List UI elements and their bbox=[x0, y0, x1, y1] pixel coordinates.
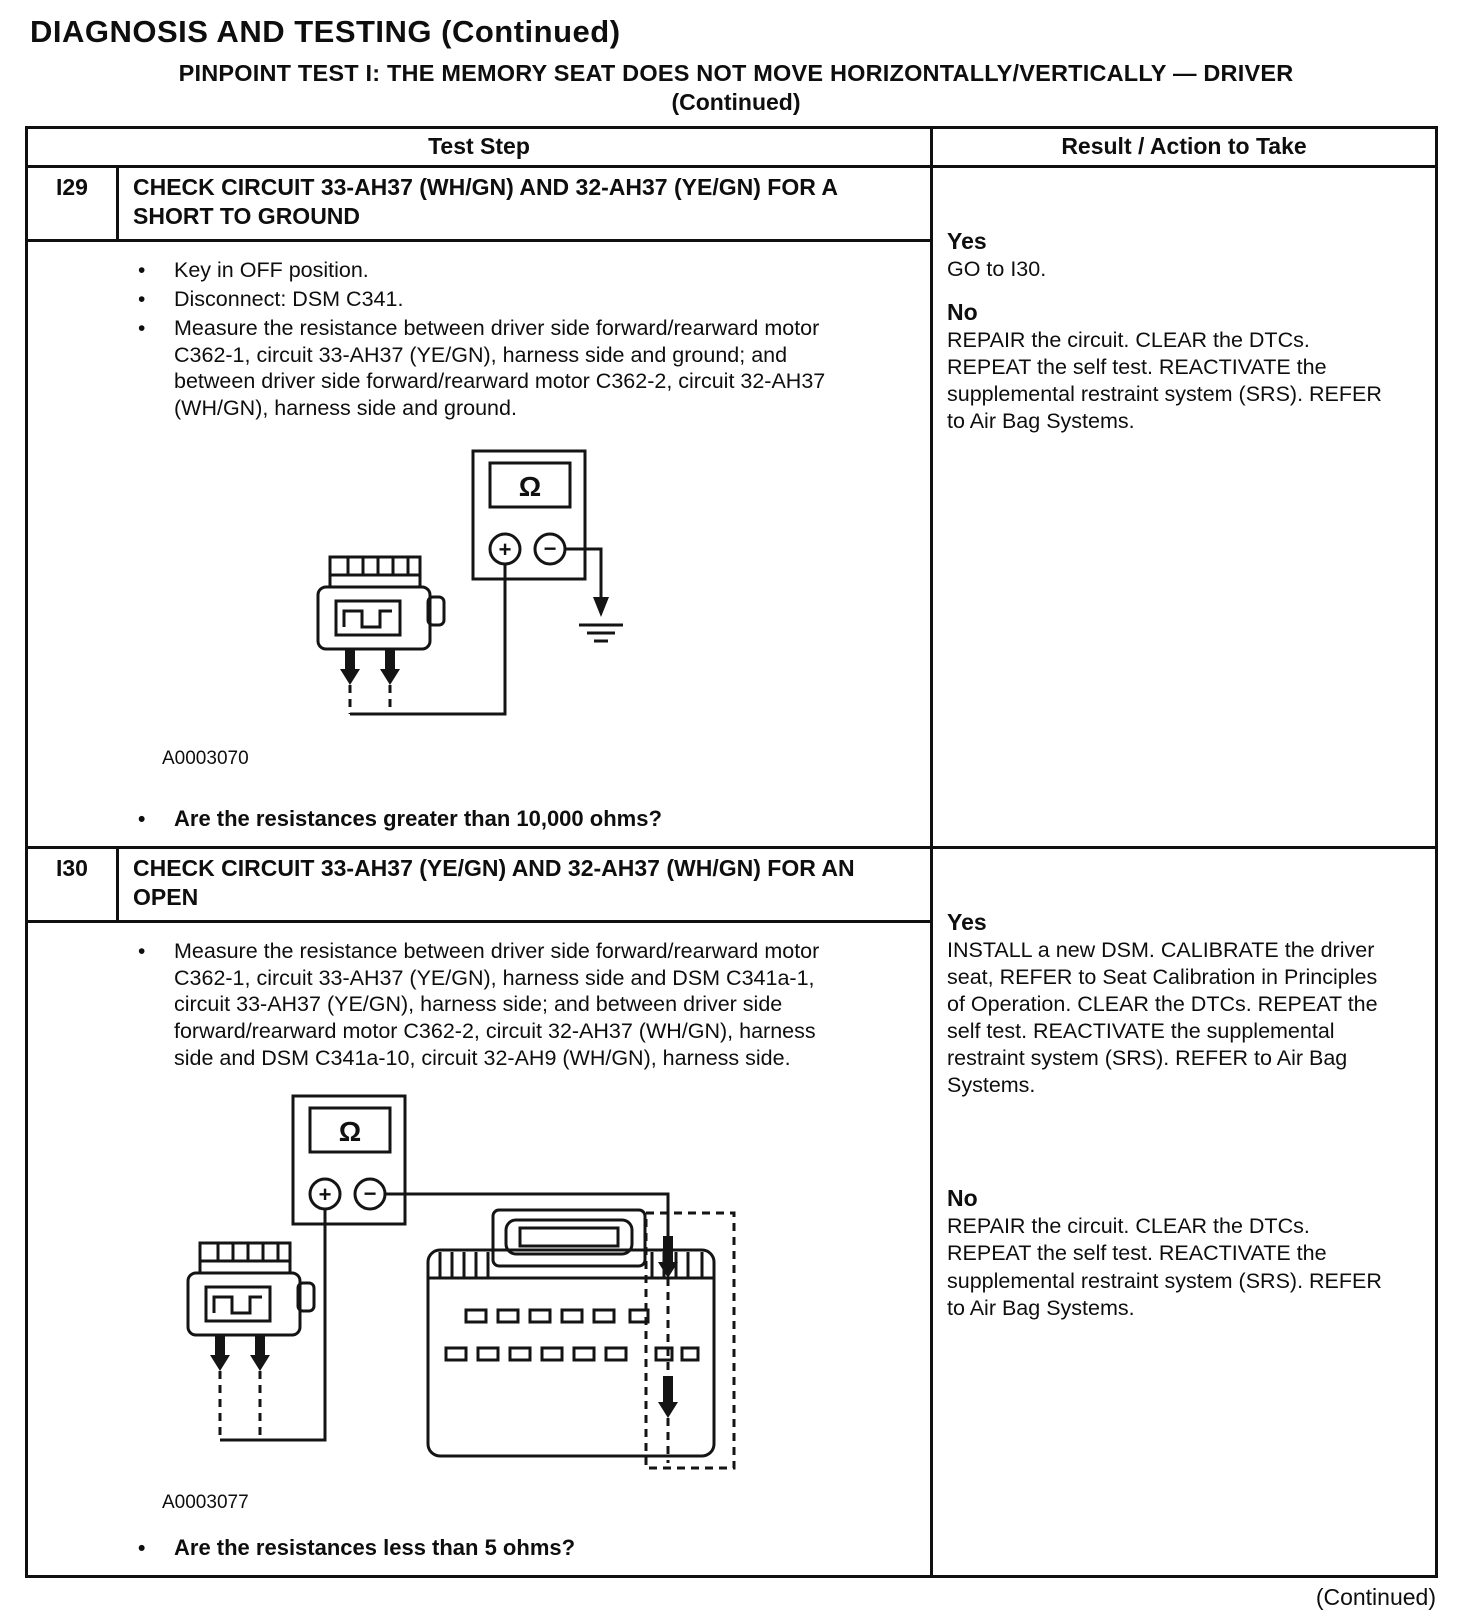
bullet-marker bbox=[138, 257, 174, 284]
ohm-symbol: Ω bbox=[518, 470, 542, 502]
multimeter-icon bbox=[473, 451, 585, 579]
test-step-row-i29 bbox=[28, 168, 1435, 846]
test-step-cell-i30 bbox=[28, 849, 930, 1575]
step-question bbox=[138, 1514, 910, 1562]
probe-pin-icon bbox=[658, 1376, 678, 1463]
figure-label: A0003077 bbox=[162, 1492, 249, 1514]
list-item bbox=[138, 257, 910, 284]
bullet-marker bbox=[138, 286, 174, 313]
plus-terminal-label: + bbox=[498, 536, 512, 562]
bullet-marker bbox=[138, 1534, 174, 1562]
step-header-i30 bbox=[28, 849, 930, 923]
step-instruction: Measure the resistance between driver side forward/rearward motor C362-1, circuit 33-AH37 (YE/GN), harness side and ground; and between driver side forward/rearward motor C362-2, circuit 32-AH37 (WH/GN), harness side and ground. bbox=[174, 316, 826, 420]
verdict-no: No bbox=[947, 1185, 978, 1212]
step-instruction: Key in OFF position. bbox=[174, 257, 369, 282]
minus-terminal-label: − bbox=[363, 1181, 377, 1207]
open-circuit-figure-svg bbox=[168, 1088, 848, 1483]
verdict-yes: Yes bbox=[947, 228, 987, 254]
step-instruction: Measure the resistance between driver side forward/rearward motor C362-1, circuit 33-AH37 (YE/GN), harness side and DSM C341a-1, circuit 33-AH37 (YE/GN), harness side; and between driver side forward/rearward motor C362-2, circuit 32-AH37 (WH/GN), harness side and DSM C341a-10, circuit 32-AH9 (WH/GN), harness side. bbox=[174, 938, 820, 1070]
ohm-symbol: Ω bbox=[338, 1116, 362, 1148]
ground-symbol-icon bbox=[579, 597, 623, 641]
action-text: REPAIR the circuit. CLEAR the DTCs. REPEAT the self test. REACTIVATE the supplemental restraint system (SRS). REFER to Air Bag Systems. bbox=[947, 328, 1382, 434]
step-id-i29: I29 bbox=[28, 168, 119, 239]
test-step-cell-i29 bbox=[28, 168, 930, 846]
figure-open-circuit-diagram bbox=[168, 1088, 910, 1488]
probe-pin-icon bbox=[210, 1335, 230, 1440]
figure-short-to-ground-diagram bbox=[138, 439, 910, 744]
step-body-i30 bbox=[28, 923, 930, 1575]
list-item bbox=[138, 938, 910, 1071]
question-text: Are the resistances less than 5 ohms? bbox=[174, 1535, 576, 1561]
footer-continued-note: (Continued) bbox=[1315, 1584, 1436, 1611]
verdict-yes: Yes bbox=[947, 908, 987, 935]
subtitle-continued-note: (Continued) bbox=[671, 89, 801, 115]
page-title: DIAGNOSIS AND TESTING (Continued) bbox=[30, 14, 621, 49]
negative-lead-wire bbox=[565, 549, 601, 599]
plus-terminal-label: + bbox=[318, 1182, 332, 1208]
verdict-no: No bbox=[947, 299, 978, 326]
motor-connector-icon bbox=[188, 1243, 314, 1440]
step-id-i30: I30 bbox=[28, 849, 119, 920]
probe-pin-icon bbox=[380, 649, 400, 714]
step-title-i30: CHECK CIRCUIT 33-AH37 (YE/GN) AND 32-AH37 (WH/GN) FOR AN OPEN bbox=[133, 854, 855, 910]
action-text: GO to I30. bbox=[947, 257, 1047, 281]
motor-connector-icon bbox=[318, 557, 444, 714]
step-title-i29: CHECK CIRCUIT 33-AH37 (WH/GN) AND 32-AH37 (YE/GN) FOR A SHORT TO GROUND bbox=[133, 174, 838, 229]
probe-pin-icon bbox=[250, 1335, 270, 1440]
multimeter-icon bbox=[293, 1096, 405, 1224]
pinpoint-test-table bbox=[25, 126, 1438, 1578]
result-cell-i29 bbox=[930, 168, 1435, 846]
short-to-ground-figure-svg bbox=[138, 439, 758, 739]
bullet-marker bbox=[138, 938, 174, 1071]
column-header-test-step: Test Step bbox=[428, 133, 530, 159]
bullet-marker bbox=[138, 805, 174, 833]
test-step-row-i30 bbox=[28, 846, 1435, 1575]
figure-label: A0003070 bbox=[162, 747, 249, 769]
step-body-i29 bbox=[28, 242, 930, 846]
probe-pin-icon bbox=[340, 649, 360, 714]
step-question bbox=[138, 785, 910, 833]
list-item bbox=[138, 286, 910, 313]
column-header-result: Result / Action to Take bbox=[930, 129, 1435, 165]
bullet-marker bbox=[138, 315, 174, 422]
step-instruction: Disconnect: DSM C341. bbox=[174, 286, 404, 311]
minus-terminal-label: − bbox=[543, 535, 557, 561]
action-text: REPAIR the circuit. CLEAR the DTCs. REPEAT the self test. REACTIVATE the supplemental restraint system (SRS). REFER to Air Bag Systems. bbox=[947, 1214, 1382, 1320]
list-item bbox=[138, 315, 910, 422]
section-subtitle: PINPOINT TEST I: THE MEMORY SEAT DOES NOT MOVE HORIZONTALLY/VERTICALLY — DRIVER bbox=[178, 60, 1294, 86]
result-cell-i30 bbox=[930, 849, 1435, 1575]
table-header-row bbox=[28, 129, 1435, 168]
negative-lead-wire bbox=[385, 1194, 668, 1236]
question-text: Are the resistances greater than 10,000 ohms? bbox=[174, 805, 662, 831]
step-header-i29 bbox=[28, 168, 930, 242]
action-text: INSTALL a new DSM. CALIBRATE the driver seat, REFER to Seat Calibration in Principles of Operation. CLEAR the DTCs. REPEAT the self test. REACTIVATE the supplemental restraint system (SRS). REFER to Air Bag Systems. bbox=[947, 937, 1378, 1098]
